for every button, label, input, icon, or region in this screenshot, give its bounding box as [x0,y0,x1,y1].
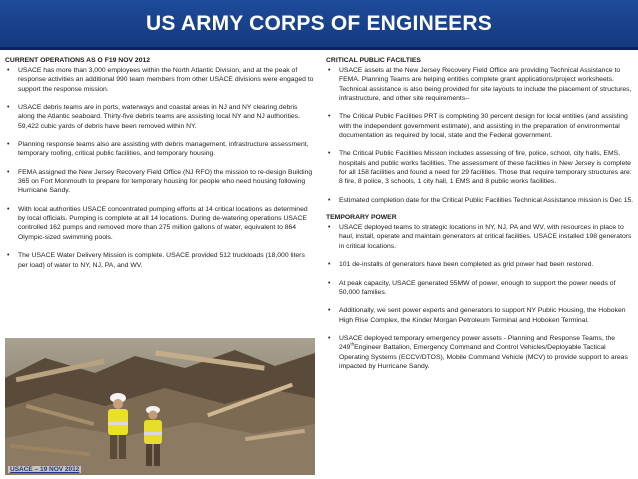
list-item: • USACE debris teams are in ports, waterways and coastal areas in NJ and NY clearing debris along the Atlantic seaboard. Thirty-five debris teams are assisting local NY and NJ authorities. 59,422 cubic yards of debris have been removed within NY. [5,103,315,131]
page-title: US ARMY CORPS OF ENGINEERS [146,11,492,35]
left-column [5,57,315,279]
current-operations-list [5,66,315,270]
list-item: • Planning response teams also are assisting with debris management, infrastructure assessment, temporary roofing, critical public facilities, and temporary housing. [5,140,315,159]
photo-caption: USACE – 19 NOV 2012 [10,466,80,473]
list-item: • FEMA assigned the New Jersey Recovery Field Office (NJ RFO) the mission to re-design Building 365 on Fort Monmouth to prepare for temporary housing for people who need housing following Hurricane Sandy. [5,168,315,196]
list-item-text: Engineer Battalion, Emergency Command and Control Vehicles/Deployable Tactical Operating Systems (ECCV/DTOS), Mobile Command Vehicle (MCV) to provide support to areas impacted by Hurricane Sandy. [339,344,628,370]
temporary-power-list [326,223,634,371]
current-operations-heading: CURRENT OPERATIONS AS O F19 NOV 2012 [5,57,151,64]
list-item: • The USACE Water Delivery Mission is complete. USACE provided 512 truckloads (18,000 liters per load) of water to NY, NJ, PA, and WV. [5,251,315,270]
debris-workers-photo [5,338,315,475]
temporary-power-heading: TEMPORARY POWER [326,214,397,222]
list-item: • USACE has more than 3,000 employees within the North Atlantic Division, and at the peak of response activities an additional 990 team members from other USACE divisions were engaged to support the response mission. [5,66,315,94]
critical-facilities-heading: CRITICAL PUBLIC FACILTIES [326,57,421,64]
list-item: • USACE assets at the New Jersey Recovery Field Office are providing Technical Assistance to FEMA. Planning Teams are helping entities complete grant applications/project worksheets. Technical assistance is also being provided for site layouts to include the placement of structures, infrastructure, and other site requirements-- [326,66,634,103]
list-item: • Estimated completion date for the Critical Public Facilities Technical Assistance mission is Dec 15. [326,196,634,205]
superscript: th [350,341,355,347]
right-column [326,57,634,380]
list-item: • 101 de-installs of generators have been completed as grid power had been restored. [326,260,634,269]
list-item-text: USACE deployed temporary emergency power assets - Planning and Response Teams, the 249 [339,334,616,352]
list-item: • The Critical Public Facilities Mission includes assessing of fire, police, school, city halls, EMS, hospitals and public works facilities. The assessment of these facilities in New Jersey is complete for all 158 facilities and found a need for 29 facilities. Those that require temporary structures are: 8 fire, 8 police, 3 schools, 1 city hall, 1 EMS and 8 public works facilities. [326,149,634,186]
list-item: • With local authorities USACE concentrated pumping efforts at 14 critical locations as determined by local officials. Pumping is complete at all 14 locations. During de-watering operations USACE controlled 162 pumps and removed more than 275 million gallons of water, equivalent to 864 Olympic-sized swimming pools. [5,205,315,242]
list-item [326,334,634,371]
list-item: • The Critical Public Facilities PRT is completing 30 percent design for local entities (and assisting with the independent government estimate), and assisting in the preparation of environmental documentation as required by local, state and the Federal government. [326,112,634,140]
list-item: • At peak capacity, USACE generated 55MW of power, enough to support the power needs of 50,000 families. [326,279,634,298]
critical-facilities-list [326,66,634,205]
photo-illustration [5,338,315,475]
list-item: • Additionally, we sent power experts and generators to support NY Public Housing, the Hoboken High Rise Complex, the Kinder Morgan Petroleum Terminal and Hoboken Terminal. [326,306,634,325]
list-item: • USACE deployed teams to strategic locations in NY, NJ, PA and WV, with resources in place to haul, install, operate and maintain generators at critical facilities. USACE installed 198 generators in critical locations. [326,223,634,251]
title-bar [0,0,638,50]
